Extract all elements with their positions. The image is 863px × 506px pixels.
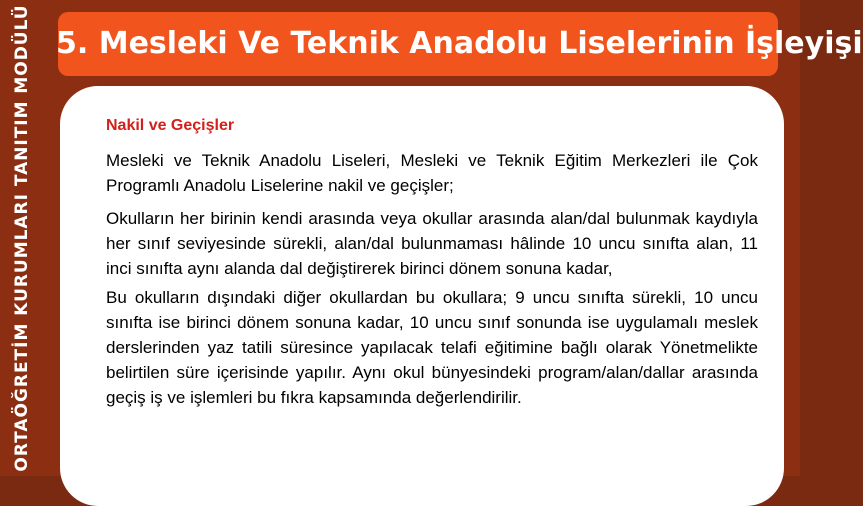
content-card — [60, 86, 784, 506]
paragraph-within-schools: Okulların her birinin kendi arasında veya okullar arasında alan/dal bulunmak kaydıyla her sınıf seviyesinde sürekli, alan/dal bulunmaması hâlinde 10 uncu sınıfta alan, 11 inci sınıfta aynı alanda dal değiştirerek birinci dönem sonuna kadar, — [106, 209, 758, 278]
side-banner — [0, 0, 44, 476]
side-banner-text: ORTAÖĞRETİM KURUMLARI TANITIM MODÜLÜ — [12, 4, 32, 472]
title-bar — [56, 12, 863, 76]
paragraph-other-schools: Bu okulların dışındaki diğer okullardan bu okullara; 9 uncu sınıfta sürekli, 10 uncu sınıfta ise birinci dönem sonuna kadar, 10 uncu sınıf sonunda ise uygulamalı meslek derslerinden yaz tatili süresince yapılacak telafi eğitimine bağlı olarak Yönetmelikte belirtilen süre içerisinde yapılır. Aynı okul bünyesindeki program/alan/dallar arasında geçiş iş ve işlemleri bu fıkra kapsamında değerlendirilir. — [106, 288, 758, 407]
paragraph-intro: Mesleki ve Teknik Anadolu Liseleri, Mesleki ve Teknik Eğitim Merkezleri ile Çok Programlı Anadolu Liselerine nakil ve geçişler; — [106, 151, 758, 195]
section-heading: Nakil ve Geçişler — [106, 117, 235, 134]
content-body — [106, 114, 758, 418]
slide-title: 5. Mesleki Ve Teknik Anadolu Liselerinin İşleyişi — [56, 26, 863, 61]
